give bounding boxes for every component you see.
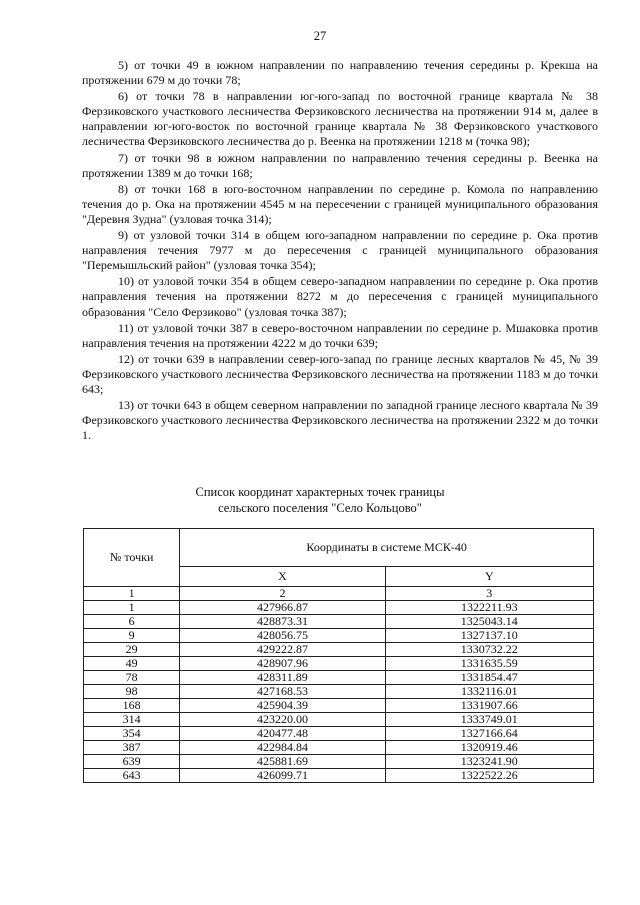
table-row — [84, 727, 594, 741]
paragraph-item-12: 12) от точки 639 в направлении север-юго-запад по границе лесных кварталов № 45, № 39 Ферзиковского участкового лесничества Ферзиковского лесничества на протяжении 1183 м до точки 643; — [82, 351, 598, 396]
caption-line-2: сельского поселения "Село Кольцово" — [218, 501, 422, 515]
x-coordinate-cell: 427966.87 — [180, 601, 385, 615]
column-number-row — [84, 587, 594, 601]
x-coordinate-cell: 429222.87 — [180, 643, 385, 657]
point-number-cell: 387 — [84, 741, 180, 755]
table-row — [84, 629, 594, 643]
table-row — [84, 713, 594, 727]
y-coordinate-cell: 1322522.26 — [385, 769, 593, 783]
paragraph-item-13: 13) от точки 643 в общем северном направлении по западной границе лесного квартала № 39 Ферзиковского участкового лесничества Ферзиковского лесничества на протяжении 2322 м до точки 1. — [82, 398, 598, 443]
table-row — [84, 741, 594, 755]
paragraph-item-11: 11) от узловой точки 387 в северо-восточном направлении по середине р. Мшаковка против направления течения на протяжении 4222 м до точки 639; — [82, 320, 598, 350]
table-row — [84, 769, 594, 783]
point-number-cell: 1 — [84, 601, 180, 615]
coordinate-system-header: Координаты в системе МСК-40 — [180, 529, 594, 567]
paragraph-item-9: 9) от узловой точки 314 в общем юго-западном направлении по середине р. Ока против направления течения 7977 м до пересечения с границей муниципального образования "Перемышльский район" (узловая точка 354); — [82, 228, 598, 273]
x-coordinate-cell: 422984.84 — [180, 741, 385, 755]
point-number-cell: 78 — [84, 671, 180, 685]
x-coordinate-cell: 420477.48 — [180, 727, 385, 741]
column-number: 2 — [180, 587, 385, 601]
table-row — [84, 601, 594, 615]
paragraph-item-7: 7) от точки 98 в южном направлении по направлению течения середины р. Веенка на протяжении 1389 м до точки 168; — [82, 150, 598, 180]
y-coordinate-cell: 1331907.66 — [385, 699, 593, 713]
table-caption — [0, 484, 640, 516]
y-coordinate-cell: 1320919.46 — [385, 741, 593, 755]
table-header-row — [84, 529, 594, 567]
y-coordinate-cell: 1325043.14 — [385, 615, 593, 629]
column-number: 1 — [84, 587, 180, 601]
point-number-cell: 168 — [84, 699, 180, 713]
column-number: 3 — [385, 587, 593, 601]
y-coordinate-cell: 1331635.59 — [385, 657, 593, 671]
y-coordinate-cell: 1330732.22 — [385, 643, 593, 657]
table-row — [84, 685, 594, 699]
coordinates-table-body — [84, 601, 594, 783]
point-number-cell: 354 — [84, 727, 180, 741]
y-coordinate-cell: 1327166.64 — [385, 727, 593, 741]
table-row — [84, 755, 594, 769]
y-coordinate-cell: 1323241.90 — [385, 755, 593, 769]
table-row — [84, 643, 594, 657]
point-number-cell: 49 — [84, 657, 180, 671]
x-column-header: X — [180, 566, 385, 586]
y-coordinate-cell: 1327137.10 — [385, 629, 593, 643]
y-coordinate-cell: 1332116.01 — [385, 685, 593, 699]
table-row — [84, 657, 594, 671]
x-coordinate-cell: 428056.75 — [180, 629, 385, 643]
x-coordinate-cell: 426099.71 — [180, 769, 385, 783]
table-row — [84, 699, 594, 713]
point-number-cell: 643 — [84, 769, 180, 783]
point-number-cell: 9 — [84, 629, 180, 643]
point-number-cell: 314 — [84, 713, 180, 727]
y-coordinate-cell: 1322211.93 — [385, 601, 593, 615]
x-coordinate-cell: 425904.39 — [180, 699, 385, 713]
point-number-cell: 639 — [84, 755, 180, 769]
y-coordinate-cell: 1331854.47 — [385, 671, 593, 685]
x-coordinate-cell: 427168.53 — [180, 685, 385, 699]
x-coordinate-cell: 428907.96 — [180, 657, 385, 671]
paragraph-item-10: 10) от узловой точки 354 в общем северо-западном направлении по середине р. Ока против направления течения на протяжении 8272 м до пересечения с границей муниципального образования "Село Ферзиково" (узловая точка 387); — [82, 274, 598, 319]
y-column-header: Y — [385, 566, 593, 586]
paragraph-item-6: 6) от точки 78 в направлении юг-юго-запад по восточной границе квартала № 38 Ферзиковского участкового лесничества Ферзиковского лесничества на протяжении 914 м, далее в направлении юг-юго-восток по восточной границе квартала № 38 Ферзиковского участкового лесничества Ферзиковского лесничества до р. Веенка на протяжении 1218 м (точка 98); — [82, 89, 598, 149]
coordinates-table — [83, 528, 594, 783]
x-coordinate-cell: 423220.00 — [180, 713, 385, 727]
table-row — [84, 615, 594, 629]
x-coordinate-cell: 428311.89 — [180, 671, 385, 685]
paragraph-item-5: 5) от точки 49 в южном направлении по направлению течения середины р. Крекша на протяжении 679 м до точки 78; — [82, 58, 598, 88]
table-row — [84, 671, 594, 685]
y-coordinate-cell: 1333749.01 — [385, 713, 593, 727]
page-number: 27 — [313, 29, 327, 43]
caption-line-1: Список координат характерных точек границы — [195, 485, 445, 499]
x-coordinate-cell: 428873.31 — [180, 615, 385, 629]
point-number-header: № точки — [84, 529, 180, 587]
point-number-cell: 6 — [84, 615, 180, 629]
x-coordinate-cell: 425881.69 — [180, 755, 385, 769]
boundary-description — [82, 58, 598, 443]
point-number-cell: 98 — [84, 685, 180, 699]
point-number-cell: 29 — [84, 643, 180, 657]
paragraph-item-8: 8) от точки 168 в юго-восточном направлении по середине р. Комола по направлению течения до р. Ока на протяжении 4545 м на пересечении с границей муниципального образования "Деревня Зудна" (узловая точка 314); — [82, 181, 598, 226]
